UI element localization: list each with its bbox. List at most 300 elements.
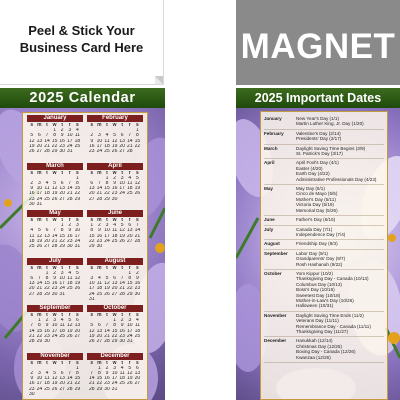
day-cell: 8 (113, 323, 116, 329)
day-cell: 14 (66, 186, 73, 192)
day-cell: 29 (59, 244, 65, 250)
day-cell: 7 (53, 228, 56, 234)
date-event: Yom Kippur (10/2) (296, 270, 333, 276)
day-cell: 29 (104, 196, 110, 202)
day-cell: 5 (53, 370, 56, 376)
day-cell: 19 (29, 143, 35, 149)
weekday-label: s (30, 265, 34, 271)
day-cell: 7 (68, 370, 72, 376)
week-row (88, 339, 145, 344)
day-cell: 1 (75, 365, 79, 371)
month-december (85, 353, 145, 400)
weekday-label: t (121, 360, 123, 366)
day-cell: 9 (98, 228, 101, 234)
day-cell: 25 (96, 291, 103, 297)
weekday-label: w (112, 123, 117, 128)
day-cell (74, 392, 82, 397)
date-month-label: September (264, 250, 288, 256)
day-cell: 30 (51, 291, 58, 297)
weekday-label: t (106, 313, 108, 318)
day-cell: 20 (44, 238, 50, 244)
day-cell: 26 (36, 244, 43, 250)
month-name: April (87, 163, 143, 170)
day-cell: 25 (119, 381, 125, 387)
weekday-label: m (37, 123, 42, 128)
date-events (296, 146, 384, 157)
day-cell: 12 (74, 275, 81, 281)
day-cell: 15 (74, 186, 81, 192)
day-cell: 25 (66, 286, 73, 292)
day-cell (134, 387, 142, 392)
day-cell: 12 (89, 328, 95, 334)
month-name: May (27, 210, 83, 217)
day-cell: 23 (89, 149, 95, 155)
day-cell: 19 (66, 328, 73, 334)
day-cell: 13 (74, 323, 81, 329)
date-events (296, 271, 384, 309)
day-cell: 27 (36, 149, 43, 155)
day-cell: 5 (30, 133, 34, 139)
day-cell: 29 (96, 386, 103, 392)
day-cell: 24 (59, 286, 65, 292)
week-row (28, 202, 85, 207)
weekday-label: s (75, 360, 79, 366)
day-cell: 19 (51, 191, 58, 197)
month-name: August (87, 258, 143, 265)
day-cell: 27 (134, 381, 141, 387)
day-cell: 14 (134, 228, 141, 234)
day-cell: 22 (89, 238, 95, 244)
day-cell: 17 (126, 328, 133, 334)
day-cell: 17 (59, 281, 65, 287)
day-cell: 30 (96, 244, 103, 250)
day-cell: 21 (134, 233, 141, 239)
day-cell (74, 292, 82, 297)
day-cell: 5 (38, 228, 41, 234)
day-cell: 4 (113, 223, 116, 229)
day-cell: 21 (104, 333, 110, 339)
day-cell: 19 (36, 238, 43, 244)
weekday-label: t (106, 218, 108, 223)
day-cell (103, 297, 111, 302)
day-cell: 9 (53, 275, 56, 281)
day-cell: 13 (89, 186, 95, 192)
business-card-text (0, 22, 163, 56)
day-cell: 14 (51, 233, 58, 239)
day-cell (126, 387, 134, 392)
day-cell: 18 (119, 376, 125, 382)
day-cell: 11 (104, 138, 110, 144)
date-event: Remembrance Day - Canada (11/11) (296, 323, 371, 329)
day-cell: 16 (134, 281, 141, 287)
day-cell: 19 (51, 381, 58, 387)
day-cell (103, 244, 111, 249)
day-cell: 17 (36, 191, 43, 197)
date-event: Presidents' Day (2/17) (296, 136, 342, 142)
day-cell: 3 (60, 270, 64, 276)
day-cell: 7 (120, 275, 124, 281)
month-september (25, 305, 85, 353)
day-cell: 23 (96, 238, 103, 244)
day-cell: 13 (36, 138, 43, 144)
weekday-label: m (97, 313, 102, 318)
day-cell: 28 (96, 196, 103, 202)
day-cell: 5 (135, 175, 139, 181)
day-cell: 22 (51, 143, 58, 149)
day-cell: 14 (66, 376, 73, 382)
month-june (85, 210, 145, 258)
day-cell: 16 (29, 381, 35, 387)
day-cell: 1 (75, 175, 79, 181)
day-cell: 4 (128, 175, 132, 181)
day-cell: 10 (74, 228, 81, 234)
day-cell: 16 (44, 328, 50, 334)
day-cell: 11 (134, 323, 140, 329)
weekday-label: w (112, 170, 117, 176)
day-cell: 21 (44, 143, 50, 149)
important-dates-list (264, 115, 384, 363)
day-cell: 11 (111, 228, 118, 234)
day-cell: 5 (68, 318, 72, 324)
day-cell: 3 (38, 370, 41, 376)
day-cell: 24 (96, 149, 103, 155)
day-cell: 13 (59, 186, 65, 192)
day-cell (134, 197, 142, 202)
day-cell: 10 (126, 323, 133, 329)
day-cell: 31 (126, 339, 133, 345)
day-cell: 2 (113, 175, 116, 181)
weekday-label: s (135, 313, 139, 318)
day-cell: 3 (53, 318, 56, 324)
date-event: Columbus Day (10/13) (296, 281, 342, 287)
week-row (28, 292, 85, 297)
day-cell: 28 (29, 339, 35, 345)
day-cell: 30 (44, 339, 50, 345)
week-row (28, 244, 85, 249)
weekday-label: w (52, 123, 57, 128)
weekday-label: t (46, 170, 48, 176)
date-month-label: February (264, 130, 284, 136)
weekday-label: m (37, 218, 42, 223)
weekday-label: m (97, 170, 102, 176)
weekday-label: t (46, 218, 48, 223)
day-cell: 26 (51, 196, 58, 202)
weekday-label: m (97, 265, 102, 271)
day-cell: 4 (60, 318, 64, 324)
day-cell: 31 (111, 386, 118, 392)
weekday-label: f (68, 123, 71, 128)
weekday-label: m (37, 265, 42, 271)
day-cell: 10 (59, 275, 65, 281)
date-group-september (264, 250, 384, 270)
day-cell: 25 (126, 191, 133, 197)
day-cell: 4 (75, 128, 79, 134)
day-cell: 24 (74, 238, 81, 244)
day-cell: 30 (111, 196, 118, 202)
day-cell (43, 392, 51, 397)
day-cell: 22 (111, 333, 118, 339)
date-month-label: March (264, 145, 278, 151)
day-cell: 26 (134, 191, 141, 197)
day-cell: 22 (104, 191, 110, 197)
weekday-label: t (106, 360, 108, 366)
day-cell: 16 (51, 281, 58, 287)
day-cell: 30 (119, 339, 125, 345)
date-event: April Fool's Day (4/1) (296, 160, 339, 166)
day-cell: 28 (66, 196, 73, 202)
day-cell: 17 (66, 138, 73, 144)
weekday-label: m (37, 313, 42, 318)
day-cell: 8 (105, 180, 109, 186)
calendar-title: 2025 Calendar (0, 88, 165, 108)
day-cell (66, 339, 74, 344)
day-cell (66, 392, 74, 397)
date-group-december (264, 337, 384, 363)
weekday-label: w (52, 218, 57, 223)
day-cell: 10 (119, 180, 125, 186)
day-cell: 18 (74, 138, 81, 144)
calendar-panel (22, 112, 148, 400)
date-event: Valentine's Day (2/14) (296, 130, 341, 136)
date-event: New Year's Day (1/1) (296, 116, 340, 121)
day-cell: 25 (44, 386, 50, 392)
weekday-label: t (106, 170, 108, 176)
month-october (85, 305, 145, 353)
day-cell: 19 (134, 186, 141, 192)
day-cell: 3 (90, 275, 94, 281)
day-cell: 10 (66, 133, 73, 139)
day-cell: 9 (30, 376, 34, 382)
month-february (85, 115, 145, 163)
month-name: September (27, 305, 83, 312)
weekday-label: s (30, 123, 34, 128)
day-cell: 4 (30, 228, 34, 234)
day-cell: 9 (120, 323, 124, 329)
day-cell: 15 (51, 138, 58, 144)
day-cell: 10 (36, 186, 43, 192)
day-cell: 31 (59, 291, 65, 297)
day-cell: 23 (134, 286, 141, 292)
date-event: Halloween (10/31) (296, 303, 334, 309)
weekday-label: s (75, 123, 79, 128)
day-cell: 26 (104, 291, 110, 297)
day-cell: 16 (96, 233, 103, 239)
magnet-label: MAGNET (240, 27, 396, 66)
date-month-label: December (264, 338, 287, 344)
week-row (28, 339, 85, 344)
day-cell: 3 (120, 175, 124, 181)
day-cell: 21 (89, 381, 95, 387)
day-cell: 4 (98, 275, 101, 281)
date-event: Grandparents' Day (9/7) (296, 256, 346, 262)
day-cell (118, 297, 126, 302)
date-group-march (264, 145, 384, 160)
date-group-june (264, 216, 384, 225)
day-cell: 17 (104, 233, 110, 239)
day-cell: 27 (74, 333, 81, 339)
day-cell: 19 (119, 233, 125, 239)
weekday-label: t (121, 123, 123, 128)
date-event: Mother-in-Law's Day (10/26) (296, 297, 354, 303)
day-cell: 1 (38, 318, 41, 324)
day-cell: 15 (96, 376, 103, 382)
day-cell: 28 (104, 339, 110, 345)
weekday-label: w (52, 265, 57, 271)
day-cell (111, 297, 119, 302)
day-cell: 26 (111, 149, 118, 155)
day-cell: 6 (38, 133, 41, 139)
day-cell: 16 (89, 143, 95, 149)
day-cell: 29 (74, 196, 81, 202)
day-cell: 20 (74, 328, 81, 334)
date-event: Boxing Day - Canada (12/26) (296, 349, 356, 355)
week-row (28, 392, 85, 397)
day-cell: 13 (44, 233, 50, 239)
day-cell: 11 (127, 180, 133, 186)
day-cell: 12 (29, 138, 35, 144)
day-cell: 23 (29, 386, 35, 392)
day-cell: 13 (111, 281, 118, 287)
date-event: Independence Day (7/4) (296, 231, 346, 237)
day-cell: 13 (96, 328, 103, 334)
weekday-label: s (90, 360, 94, 366)
date-month-label: July (264, 226, 274, 232)
day-cell: 12 (51, 376, 58, 382)
day-cell: 27 (111, 291, 118, 297)
day-cell: 21 (96, 191, 103, 197)
day-cell (58, 392, 66, 397)
day-cell: 6 (135, 365, 139, 371)
date-event: Cinco de Mayo (5/5) (296, 191, 338, 197)
day-cell: 21 (51, 238, 58, 244)
day-cell: 15 (134, 138, 141, 144)
weekday-label: t (61, 218, 63, 223)
day-cell: 16 (111, 186, 118, 192)
date-events (296, 313, 384, 335)
weekday-label: m (97, 218, 102, 223)
day-cell: 10 (111, 370, 118, 376)
day-cell: 1 (53, 128, 56, 134)
day-cell (51, 392, 59, 397)
weekday-label: t (121, 170, 123, 176)
day-cell: 27 (126, 238, 133, 244)
day-cell: 19 (104, 286, 110, 292)
date-event: Sweetest Day (10/18) (296, 292, 341, 298)
day-cell: 26 (74, 286, 81, 292)
month-name: October (87, 305, 143, 312)
day-cell: 2 (98, 223, 101, 229)
day-cell: 3 (128, 318, 132, 324)
weekday-label: s (135, 265, 139, 271)
day-cell: 20 (126, 233, 133, 239)
day-cell: 21 (66, 191, 73, 197)
day-cell: 7 (45, 133, 49, 139)
day-cell: 6 (60, 370, 64, 376)
day-cell: 22 (126, 286, 133, 292)
day-cell: 27 (44, 244, 50, 250)
day-cell: 29 (126, 291, 133, 297)
day-cell: 22 (36, 333, 43, 339)
day-cell: 1 (90, 223, 94, 229)
day-cell: 2 (30, 370, 34, 376)
day-cell: 13 (59, 376, 65, 382)
day-cell: 1 (98, 365, 101, 371)
weekday-label: t (61, 313, 63, 318)
weekday-label: s (75, 313, 79, 318)
weekday-label: t (121, 313, 123, 318)
day-cell (66, 292, 74, 297)
day-cell: 22 (96, 381, 103, 387)
day-cell: 20 (29, 286, 35, 292)
day-cell: 30 (29, 391, 35, 397)
day-cell: 20 (134, 376, 141, 382)
week-row (88, 387, 145, 392)
day-cell: 2 (30, 180, 34, 186)
day-cell (74, 149, 82, 154)
day-cell: 4 (135, 318, 139, 324)
weekday-label: t (61, 360, 63, 366)
day-cell: 19 (74, 281, 81, 287)
day-cell: 7 (68, 180, 72, 186)
day-cell: 15 (44, 281, 50, 287)
date-month-label: November (264, 312, 287, 318)
day-cell: 23 (51, 286, 58, 292)
day-cell: 5 (113, 133, 116, 139)
day-cell: 30 (134, 291, 141, 297)
date-event: Easter (4/20) (296, 165, 323, 171)
date-events (296, 227, 384, 238)
day-cell: 18 (96, 286, 103, 292)
day-cell: 7 (38, 275, 41, 281)
weekday-label: w (112, 360, 117, 366)
day-cell (51, 339, 59, 344)
day-cell: 5 (105, 275, 109, 281)
month-january (25, 115, 85, 163)
date-event: Hanukkah (12/14) (296, 338, 333, 344)
day-cell: 1 (113, 318, 116, 324)
day-cell: 8 (45, 275, 49, 281)
day-cell: 8 (75, 370, 79, 376)
day-cell: 3 (75, 223, 79, 229)
day-cell: 1 (135, 128, 139, 134)
day-cell: 12 (104, 281, 110, 287)
week-row (88, 197, 145, 202)
weekday-label: s (75, 170, 79, 176)
day-cell: 2 (90, 133, 94, 139)
day-cell: 6 (120, 133, 124, 139)
day-cell: 2 (68, 223, 72, 229)
day-cell: 27 (119, 149, 125, 155)
weekday-label: w (52, 170, 57, 176)
day-cell: 25 (59, 333, 65, 339)
date-event: Veterans Day (11/11) (296, 318, 339, 324)
day-cell: 1 (45, 270, 49, 276)
day-cell: 14 (29, 328, 35, 334)
day-cell: 25 (29, 244, 35, 250)
month-july (25, 258, 85, 306)
day-cell: 28 (126, 149, 133, 155)
day-cell: 10 (104, 228, 110, 234)
date-event: Administrative Professionals Day (4/23) (296, 176, 377, 182)
weekday-label: s (135, 170, 139, 176)
day-cell: 23 (66, 238, 73, 244)
day-cell: 12 (119, 228, 125, 234)
date-event: Christmas Day (12/25) (296, 343, 342, 349)
day-cell: 19 (89, 333, 95, 339)
date-events (296, 160, 384, 182)
day-cell: 17 (96, 143, 103, 149)
day-cell: 15 (111, 328, 118, 334)
